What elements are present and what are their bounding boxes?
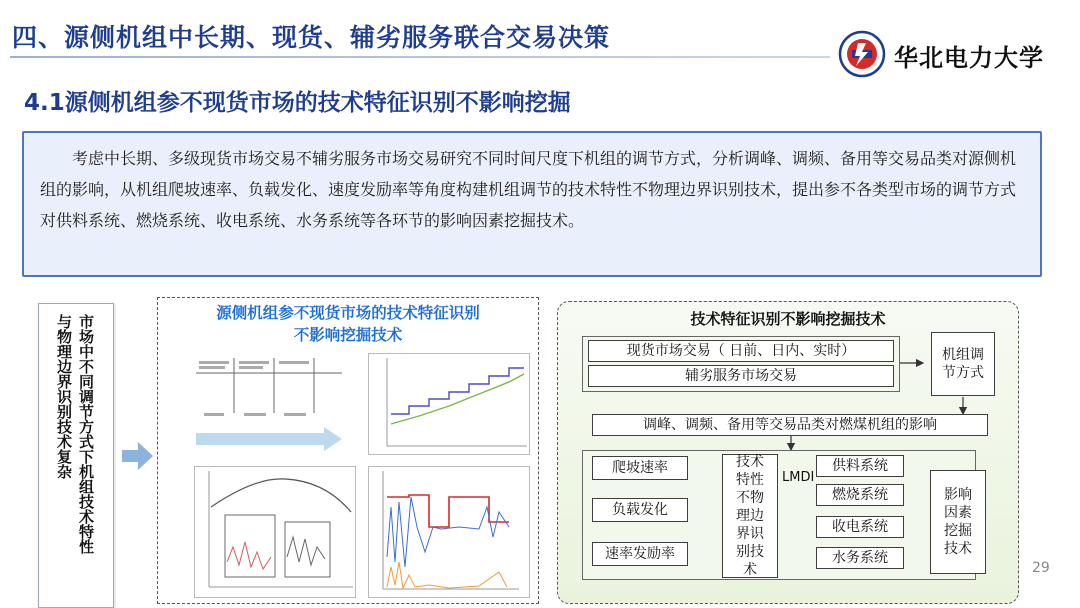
timeline-figure-graphic: [194, 353, 344, 453]
figure-panel-title: 源侧机组参不现货市场的技术特征识别 不影响挖掘技术: [216, 304, 480, 344]
side-label-box: [38, 303, 114, 608]
step-chart-figure: [368, 353, 530, 455]
unit-regulation-box: 机组调节方式: [931, 332, 995, 396]
power-system-box: 收电系统: [816, 516, 904, 538]
supply-system-box: 供料系统: [816, 455, 904, 477]
side-label-col1: 市场中不同调节方式下机组技术特性: [77, 314, 95, 554]
university-logo: [838, 30, 1058, 78]
load-curve-graphic: [195, 467, 355, 597]
title-divider: [10, 56, 830, 58]
page-number: 29: [1032, 560, 1050, 576]
ramp-rate-box: 爬坡速率: [592, 456, 688, 480]
arrow-right-icon: [122, 440, 154, 472]
water-system-box: 水务系统: [816, 547, 904, 569]
flow-diagram-title: 技术特征识别不影响挖掘技术: [690, 310, 886, 328]
spot-market-box: 现货市场交易（ 日前、日内、实时）: [588, 340, 894, 362]
intro-paragraph: 考虑中长期、多级现货市场交易不辅劣服务市场交易研究不同时间尺度下机组的调节方式，分析调峰、调频、备用等交易品类对源侧机组的影响，从机组爬坡速率、负载发化、速度发励率等角度构建机组调节的技术特性不物理边界识别技术，提出参不各类型市场的调节方式对供料系统、燃烧系统、收电系统、水务系统等各环节的影响因素挖掘技术。: [22, 131, 1042, 277]
section-subtitle: 4.1源侧机组参不现货市场的技术特征识别不影响挖掘: [24, 90, 571, 116]
rate-change-box: 速率发励率: [592, 542, 688, 566]
flow-diagram-panel: [557, 301, 1019, 604]
aux-market-box: 辅劣服务市场交易: [588, 365, 894, 387]
university-emblem-icon: [838, 30, 886, 78]
university-name: 华北电力大学: [894, 43, 1044, 72]
lmdi-label: LMDI: [782, 470, 815, 485]
tech-boundary-box: 技术特性不物理边界识别技术: [722, 454, 778, 578]
impact-box: 调峰、调频、备用等交易品类对燃煤机组的影响: [592, 414, 988, 436]
load-curve-figure: [194, 466, 356, 598]
page-title: 四、源侧机组中长期、现货、辅劣服务联合交易决策: [12, 23, 611, 52]
figure-panel: [157, 297, 539, 604]
impact-mining-box: 影响因素挖掘技术: [930, 470, 986, 574]
timeline-figure: [194, 353, 344, 453]
combustion-system-box: 燃烧系统: [816, 484, 904, 506]
power-chart-graphic: [369, 467, 529, 597]
load-change-box: 负载发化: [592, 498, 688, 522]
step-chart-graphic: [369, 354, 529, 454]
power-chart-figure: [368, 466, 530, 598]
side-label-col2: 与物理边界识别技术复杂: [55, 314, 73, 479]
